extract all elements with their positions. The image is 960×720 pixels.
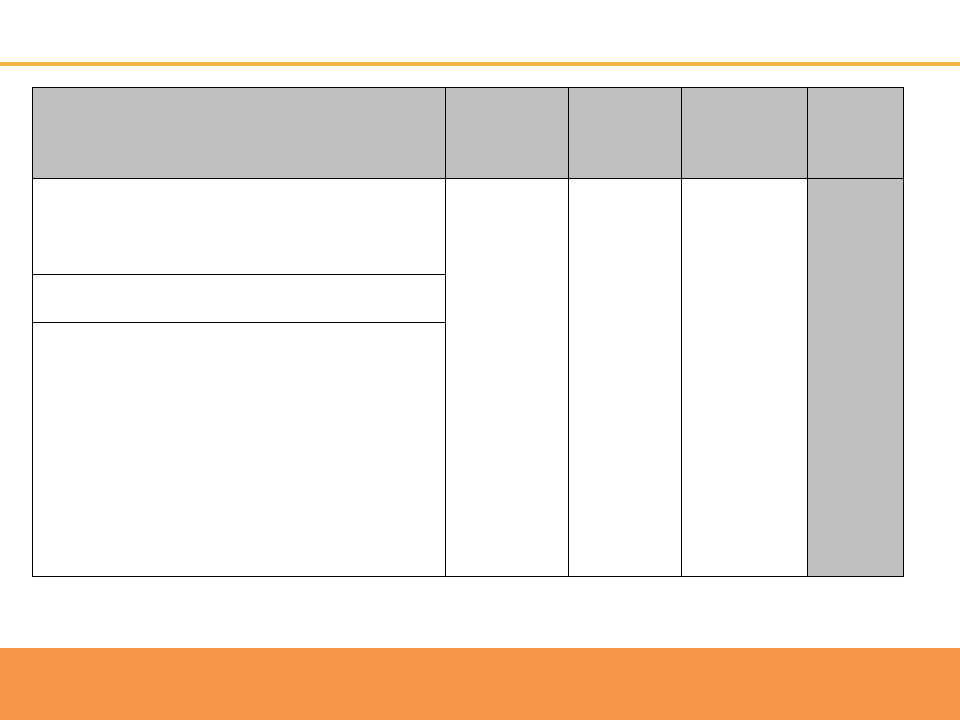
development-plan-table: [32, 87, 904, 577]
bottom-orange-band: [0, 648, 960, 720]
header-issues: [682, 88, 808, 179]
top-ornament-pattern: [0, 0, 960, 62]
bottom-ornament-strip: [0, 632, 960, 648]
table-header-row: [33, 88, 904, 179]
issue-cell: [682, 179, 808, 577]
program-cell: [446, 179, 569, 577]
header-domains: [808, 88, 904, 179]
top-divider-line: [0, 62, 960, 66]
goal-cell: [569, 179, 682, 577]
header-programs: [446, 88, 569, 179]
component-cell: [33, 275, 446, 323]
header-components: [33, 88, 446, 179]
component-cell: [33, 179, 446, 275]
decorative-top-border: [0, 0, 960, 66]
header-goals: [569, 88, 682, 179]
domain-cell: [808, 179, 904, 577]
component-cell: [33, 323, 446, 577]
table-row: [33, 179, 904, 275]
